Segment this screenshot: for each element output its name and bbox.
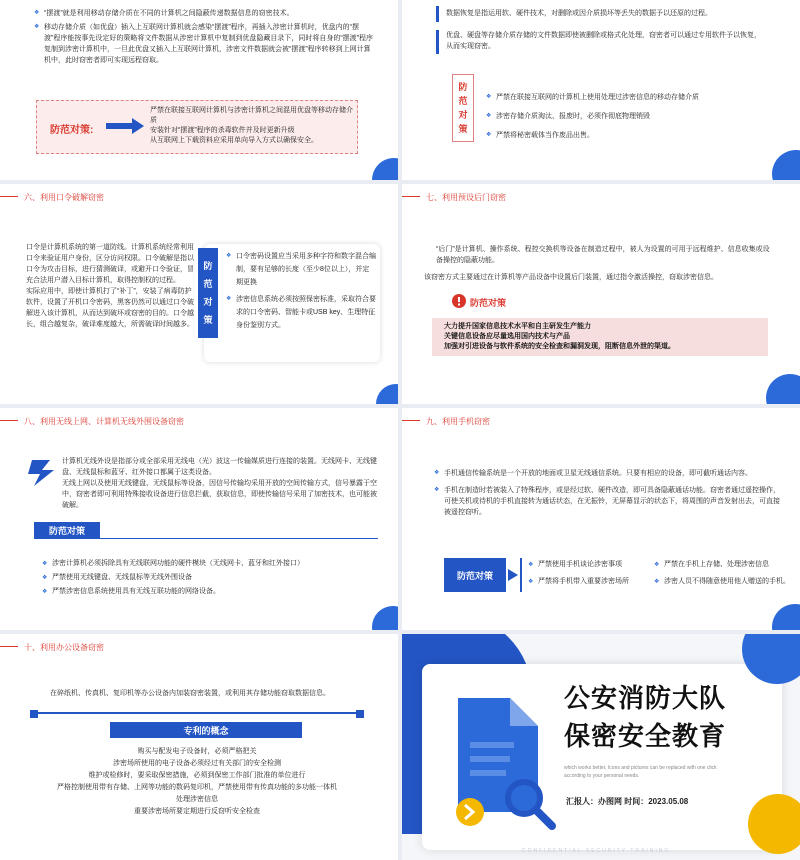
concept-line: 涉密场所使用的电子设备必须经过有关部门的安全检测 <box>113 760 281 767</box>
measure-label: 防范对策 <box>34 522 100 538</box>
chevron-right-icon <box>508 569 518 581</box>
corner-decoration <box>772 150 800 180</box>
measure-vertical-label <box>198 248 218 338</box>
concept-label: 专利的概念 <box>110 722 302 738</box>
concept-line: 重要涉密场所要定期进行反窃听安全检查 <box>134 808 260 815</box>
recovery-definition: 数据恢复是指运用软、硬件技术，对删除或因介质损坏等丢失的数据予以还原的过程。 <box>446 10 712 17</box>
divider <box>30 706 364 714</box>
list-item: ❖ 涉密计算机必须拆除具有无线联网功能的硬件模块（无线网卡、蓝牙和红外接口） <box>42 558 382 570</box>
measure-line: 加强对引进设备与软件系统的安全检查和漏洞发现，阻断信息外泄的渠道。 <box>444 343 675 350</box>
bullet-ferry-process: ❖ 移动存储介质（如优盘）插入上互联网计算机就会感染“摆渡”程序，再插入涉密计算机时，优盘内的“摆渡”程序能按事先设定好的策略将文件数据从涉密计算机中复制到优盘隐藏目录下，同时将自身的“摆渡”程序复制到涉密计算机中，一旦此优盘又插入上互联网计算机，涉密文件数据就会被“摆渡”程序转移到上网计算机中，此时窃密者即可实现远程窃取。 <box>34 22 374 66</box>
divider-end <box>30 710 38 718</box>
slide-wireless <box>0 408 398 630</box>
recovery-detail: 优盘、硬盘等存储介质存储的文件数据即使被删除或格式化处理，窃密者可以通过专用软件予以恢复，从而实现窃密。 <box>446 32 761 50</box>
label-char: 对 <box>458 110 468 120</box>
bullet-ferry-definition: ❖ “摆渡”就是利用移动存储介质在不同的计算机之间隐蔽传递数据信息的窃密技术。 <box>34 8 374 19</box>
yellow-circle <box>748 794 800 854</box>
label-char: 范 <box>203 279 213 289</box>
corner-decoration <box>766 374 800 404</box>
divider-end <box>356 710 364 718</box>
label-char: 对 <box>203 297 213 307</box>
list-item: ❖ 涉密存储介质淘汰、报废时，必须作彻底物理销毁 <box>486 111 766 122</box>
list-item: ❖ 涉密人员不得随意使用他人赠送的手机。 <box>654 575 794 589</box>
list-item: ❖ 严禁在手机上存储、处理涉密信息 <box>654 558 794 572</box>
slide-header: 七、利用预设后门窃密 <box>402 184 800 210</box>
concept-line: 维护或检修时，要采取保密措施，必须到保密工作部门批准的单位进行 <box>88 772 306 779</box>
slide-data-recovery <box>402 0 800 180</box>
corner-decoration <box>376 384 398 404</box>
slide-header: 十、利用办公设备窃密 <box>0 634 398 660</box>
measure-line: 大力提升国家信息技术水平和自主研发生产能力 <box>444 323 591 330</box>
concept-line: 购买与配发电子设备时，必须严格把关 <box>137 748 257 755</box>
slide-header: 八、利用无线上网、计算机无线外围设备窃密 <box>0 408 398 434</box>
measure-line: 关键信息设备应尽量选用国内技术与产品 <box>444 333 570 340</box>
label-char: 范 <box>458 96 468 106</box>
list-item: ❖ 严禁在联接互联网的计算机上使用处理过涉密信息的移动存储介质 <box>486 92 766 103</box>
concept-line: 严格控制使用带有存储、上网等功能的数码复印机，严禁使用带有传真功能的多功能一体机 <box>57 784 337 791</box>
list-item: ❖ 严禁使用无线键盘、无线鼠标等无线外围设备 <box>42 572 382 584</box>
slide-header: 九、利用手机窃密 <box>402 408 800 434</box>
label-char: 防 <box>203 261 213 271</box>
slide-office-equipment <box>0 634 398 860</box>
concept-line: 处理涉密信息 <box>176 796 218 803</box>
backdoor-method: 该窃密方式主要通过在计算机等产品设备中设置后门装置，通过指令激活操控，窃取涉密信息。 <box>424 274 718 281</box>
label-char: 策 <box>203 315 213 325</box>
divider <box>34 538 378 539</box>
slide-ferry-attack <box>0 0 398 180</box>
warning-icon <box>452 294 466 308</box>
cover-title-line2: 保密安全教育 <box>564 721 727 751</box>
list-item: ❖ 严禁将秘密载体当作废品出售。 <box>486 130 766 141</box>
slide-backdoor <box>402 184 800 404</box>
label-char: 防 <box>458 82 468 92</box>
list-item: ❖ 严禁使用手机谈论涉密事项 <box>528 558 648 572</box>
accent-bar <box>436 6 439 22</box>
list-item: ❖ 严禁涉密信息系统使用具有无线互联功能的网络设备。 <box>42 586 382 598</box>
list-item: ❖ 手机通信传输系统是一个开放的地面或卫星无线通信系统。只要有相应的设备，即可截听通话内容。 <box>434 468 780 479</box>
corner-decoration <box>372 606 398 630</box>
backdoor-definition: “后门”是计算机、操作系统、程控交换机等设备在制造过程中，被人为设置的可用于远程维护、信息收集或设备操控的隐蔽功能。 <box>436 246 770 264</box>
accent-bar <box>436 30 439 54</box>
divider <box>520 558 522 592</box>
cover-subtitle <box>564 764 774 780</box>
slide-mobile-phone <box>402 408 800 630</box>
cover-reporter: 汇报人：办图网 时间：2023.05.08 <box>566 797 689 806</box>
slide-password-cracking <box>0 184 398 404</box>
list-item: ❖ 口令密码设置应当采用多种字符和数字混合编制，要有足够的长度（至少8位以上），并定期更换 <box>226 250 376 289</box>
measure-label: 防范对策 <box>444 558 506 592</box>
list-item: ❖ 涉密信息系统必须按照保密标准，采取符合要求的口令密码、智能卡或USB key、生理特征身份鉴别方式。 <box>226 293 376 332</box>
list-item: ❖ 严禁将手机带入重要涉密场所 <box>528 575 648 589</box>
corner-decoration <box>372 158 398 180</box>
wireless-body: 计算机无线外设是指部分或全部采用无线电（光）波这一传输媒质进行连接的装置。无线网卡、无线键盘、无线鼠标和蓝牙、红外接口都属于这类设备。 无线上网以及使用无线键盘、无线鼠标等设备，因信号传输均采用开放的空间传输方式，信号暴露于空中，窃密者即可利用特殊接收设备进行信息拦截，获取信息，即使传输信号采用了加密技术，也可能被破解。 <box>62 458 377 509</box>
cover-title-line1: 公安消防大队 <box>564 683 727 713</box>
subtitle-line: which works better, Icons and pictures can be replaced with one click <box>564 765 717 771</box>
document-search-icon <box>440 694 560 834</box>
cover-footer: CONFIDENTIAL SECURITY TRAINING <box>522 848 671 854</box>
measure-text: 严禁在联接互联网计算机与涉密计算机之间混用优盘等移动存储介质 安装针对“摆渡”程序的杀毒软件并及时更新升级 从互联网上下载资料应采用单向导入方式以确保安全。 <box>150 107 353 144</box>
arrow-right-icon <box>106 118 144 134</box>
slide-header: 六、利用口令破解窃密 <box>0 184 398 210</box>
office-intro: 在碎纸机、传真机、复印机等办公设备内加装窃密装置，或利用其存储功能窃取数据信息。 <box>50 690 330 697</box>
slide-cover <box>402 634 800 860</box>
corner-decoration <box>772 604 800 630</box>
subtitle-line: according to your personal needs. <box>564 773 640 779</box>
measure-label: 防范对策 <box>470 298 507 308</box>
list-item: ❖ 手机在制造时若被装入了特殊程序，或是经过软、硬件改造，即可具备隐蔽通话功能。窃密者通过遥控操作，可使关机或待机的手机直接转为通话状态，在无振铃，无屏幕显示的状态下，将周围的声音发射出去，可直接被遥控窃听。 <box>434 485 780 518</box>
measure-vertical-label <box>452 74 474 142</box>
measure-label: 防范对策: <box>50 125 94 136</box>
password-body: 口令是计算机系统的第一道防线。计算机系统经常利用口令来验证用户身份，区分访问权限。口令破解是指以口令为攻击目标，进行猜测破译，或避开口令验证，冒充合法用户潜入目标计算机，取得控制权的过程。 实际应用中，即使计算机打了“补丁”，安装了病毒防护软件，设置了开机口令密码，黑客仍然可以通过口令破解进入该计算机，从而达到破坏或窃密的目的。口令越长，组合越复杂，破译难度越大，所需破译时间越多。 <box>26 244 194 328</box>
label-char: 策 <box>458 124 468 134</box>
lightning-icon <box>28 460 56 486</box>
